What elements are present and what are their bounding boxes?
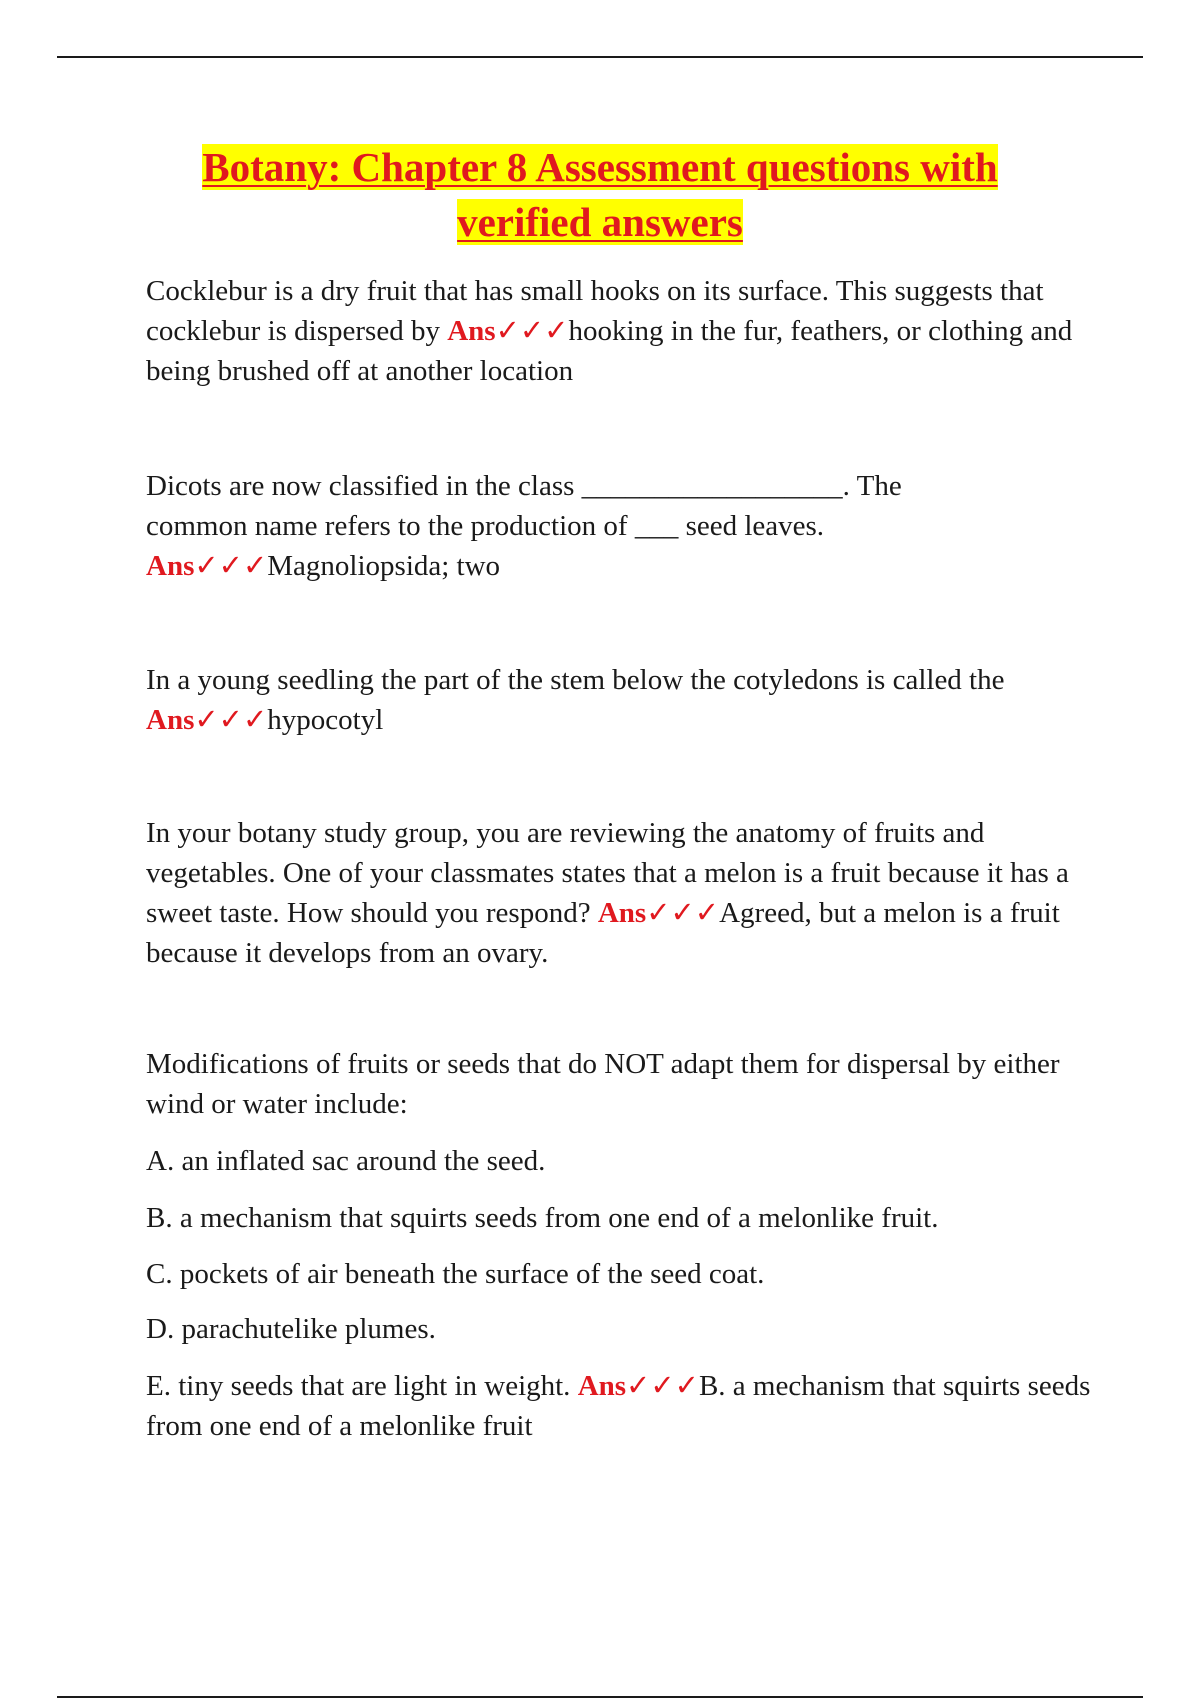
answer-label: Ans bbox=[447, 315, 496, 347]
check-marks-icon: ✓✓✓ bbox=[495, 315, 569, 347]
answer-text: hooking in the fur, feathers, or clothing and being brushed off at another location bbox=[146, 315, 1073, 387]
question-4 bbox=[146, 813, 1106, 973]
answer-text: Agreed, but a melon is a fruit because it develops from an ovary. bbox=[146, 897, 1060, 969]
answer-text: hypocotyl bbox=[267, 704, 384, 736]
question-text: In your botany study group, you are reviewing the anatomy of fruits and vegetables. One of your classmates states that a melon is a fruit because it has a sweet taste. How should you respond? bbox=[146, 817, 1069, 929]
top-rule bbox=[57, 56, 1143, 58]
answer-label: Ans bbox=[146, 550, 195, 582]
check-marks-icon: ✓✓✓ bbox=[646, 897, 720, 929]
option-e-text: E. tiny seeds that are light in weight. bbox=[146, 1370, 571, 1402]
option-c: C. pockets of air beneath the surface of the seed coat. bbox=[146, 1258, 765, 1290]
answer-label: Ans bbox=[597, 897, 647, 929]
check-marks-icon: ✓✓✓ bbox=[626, 1370, 699, 1402]
answer-text: B. a mechanism that squirts seeds from one end of a melonlike fruit bbox=[146, 1370, 1091, 1442]
question-1 bbox=[146, 271, 1106, 391]
answer-label: Ans bbox=[146, 704, 195, 736]
option-d: D. parachutelike plumes. bbox=[146, 1313, 436, 1345]
answer-label: Ans bbox=[577, 1370, 627, 1402]
question-text: In a young seedling the part of the stem below the cotyledons is called the bbox=[146, 664, 1005, 696]
question-2 bbox=[146, 466, 1006, 586]
option-b: B. a mechanism that squirts seeds from one end of a melonlike fruit. bbox=[146, 1202, 939, 1234]
option-e bbox=[146, 1366, 1106, 1446]
question-text: Dicots are now classified in the class __________________. The common name refers to the production of ___ seed leaves. bbox=[146, 470, 902, 542]
check-marks-icon: ✓✓✓ bbox=[194, 704, 268, 736]
answer-text: Magnoliopsida; two bbox=[267, 550, 501, 582]
bottom-rule bbox=[57, 1696, 1143, 1698]
question-5 bbox=[146, 1044, 1106, 1124]
check-marks-icon: ✓✓✓ bbox=[194, 550, 268, 582]
question-text: Cocklebur is a dry fruit that has small hooks on its surface. This suggests that cocklebur is dispersed by bbox=[146, 275, 1044, 347]
title-line-2: verified answers bbox=[457, 199, 743, 245]
document-title bbox=[100, 140, 1100, 250]
option-a: A. an inflated sac around the seed. bbox=[146, 1145, 546, 1177]
title-line-1: Botany: Chapter 8 Assessment questions with bbox=[202, 144, 998, 190]
question-text: Modifications of fruits or seeds that do NOT adapt them for dispersal by either wind or water include: bbox=[146, 1048, 1060, 1120]
question-3 bbox=[146, 660, 1076, 740]
